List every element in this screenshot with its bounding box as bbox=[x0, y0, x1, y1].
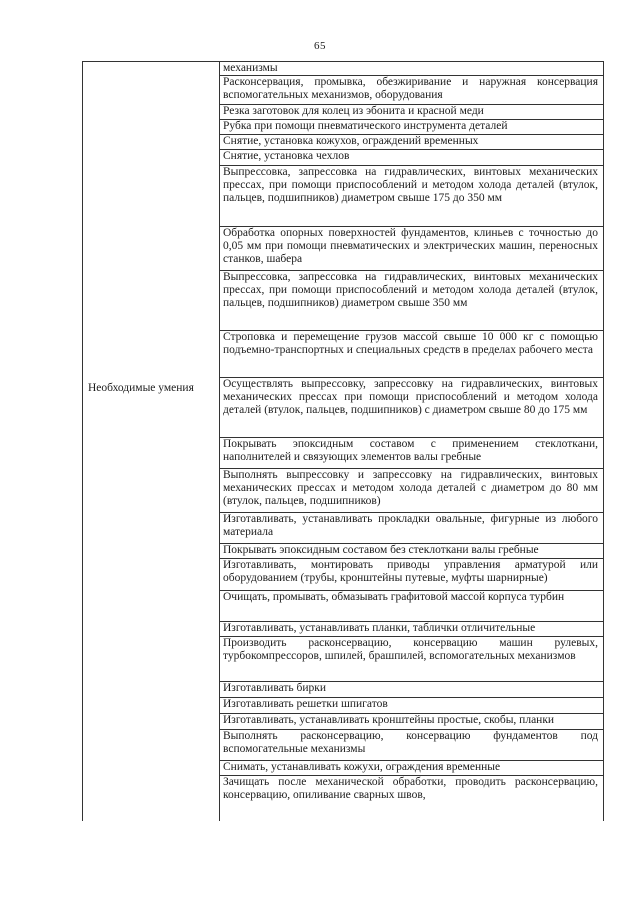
table-row: Зачищать после механической обработки, проводить расконсервацию, консервацию, опиливание сварных швов, bbox=[223, 776, 598, 801]
table-row: Выпрессовка, запрессовка на гидравлических, винтовых механических прессах, при помощи приспособлений и методом холода деталей (втулок, пальцев, подшипников) диаметром свыше 175 до 350 мм bbox=[219, 166, 603, 227]
table-row: Резка заготовок для колец из эбонита и красной меди bbox=[219, 105, 603, 120]
left-column-label: Необходимые умения bbox=[88, 382, 194, 394]
table-row: Выпрессовка, запрессовка на гидравлических, винтовых механических прессах, при помощи приспособлений и методом холода деталей (втулок, пальцев, подшипников) диаметром свыше 350 мм bbox=[219, 271, 603, 331]
table-row: Изготавливать, устанавливать кронштейны простые, скобы, планки bbox=[219, 714, 603, 730]
table-row: Изготавливать решетки шпигатов bbox=[219, 698, 603, 714]
table-row: Изготавливать, устанавливать прокладки овальные, фигурные из любого материала bbox=[219, 513, 603, 544]
table-row: Осуществлять выпрессовку, запрессовку на гидравлических, винтовых механических прессах при помощи приспособлений и методом холода деталей (втулок, пальцев, подшипников) с диаметром свыше 80 до 175 мм bbox=[219, 378, 603, 438]
table-row: Изготавливать, монтировать приводы управления арматурой или оборудованием (трубы, кронштейны путевые, муфты шарнирные) bbox=[219, 559, 603, 591]
table-row: механизмы bbox=[219, 62, 603, 76]
table-row: Снятие, установка чехлов bbox=[219, 150, 603, 166]
table-row: Производить расконсервацию, консервацию машин рулевых, турбокомпрессоров, шпилей, брашпилей, вспомогательных механизмов bbox=[219, 637, 603, 682]
table-row: Выполнять расконсервацию, консервацию фундаментов под вспомогательные механизмы bbox=[219, 730, 603, 761]
requirements-table bbox=[82, 61, 604, 821]
table-row: Выполнять выпрессовку и запрессовку на гидравлических, винтовых механических прессах и методом холода деталей с диаметром до 80 мм (втулок, пальцев, подшипников) bbox=[219, 469, 603, 513]
table-row: Изготавливать, устанавливать планки, таблички отличительные bbox=[219, 622, 603, 637]
table-row: Снятие, установка кожухов, ограждений временных bbox=[219, 135, 603, 150]
table-row: Снимать, устанавливать кожухи, ограждения временные bbox=[219, 761, 603, 776]
left-column bbox=[83, 62, 220, 821]
table-row: Рубка при помощи пневматического инструмента деталей bbox=[219, 120, 603, 135]
table-cells bbox=[219, 62, 603, 821]
page-number: 65 bbox=[314, 40, 326, 52]
table-row: Строповка и перемещение грузов массой свыше 10 000 кг с помощью подъемно-транспортных и специальных средств в пределах рабочего места bbox=[219, 331, 603, 378]
table-row: Изготавливать бирки bbox=[219, 682, 603, 698]
table-row: Покрывать эпоксидным составом без стеклоткани валы гребные bbox=[219, 544, 603, 559]
table-row: Очищать, промывать, обмазывать графитовой массой корпуса турбин bbox=[219, 591, 603, 622]
table-row: Покрывать эпоксидным составом с применением стеклоткани, наполнителей и связующих элементов валы гребные bbox=[219, 438, 603, 469]
table-row: Обработка опорных поверхностей фундаментов, клиньев с точностью до 0,05 мм при помощи пневматических и электрических машин, переносных станков, шабера bbox=[219, 227, 603, 271]
table-row: Расконсервация, промывка, обезжиривание и наружная консервация вспомогательных механизмов, оборудования bbox=[219, 76, 603, 105]
